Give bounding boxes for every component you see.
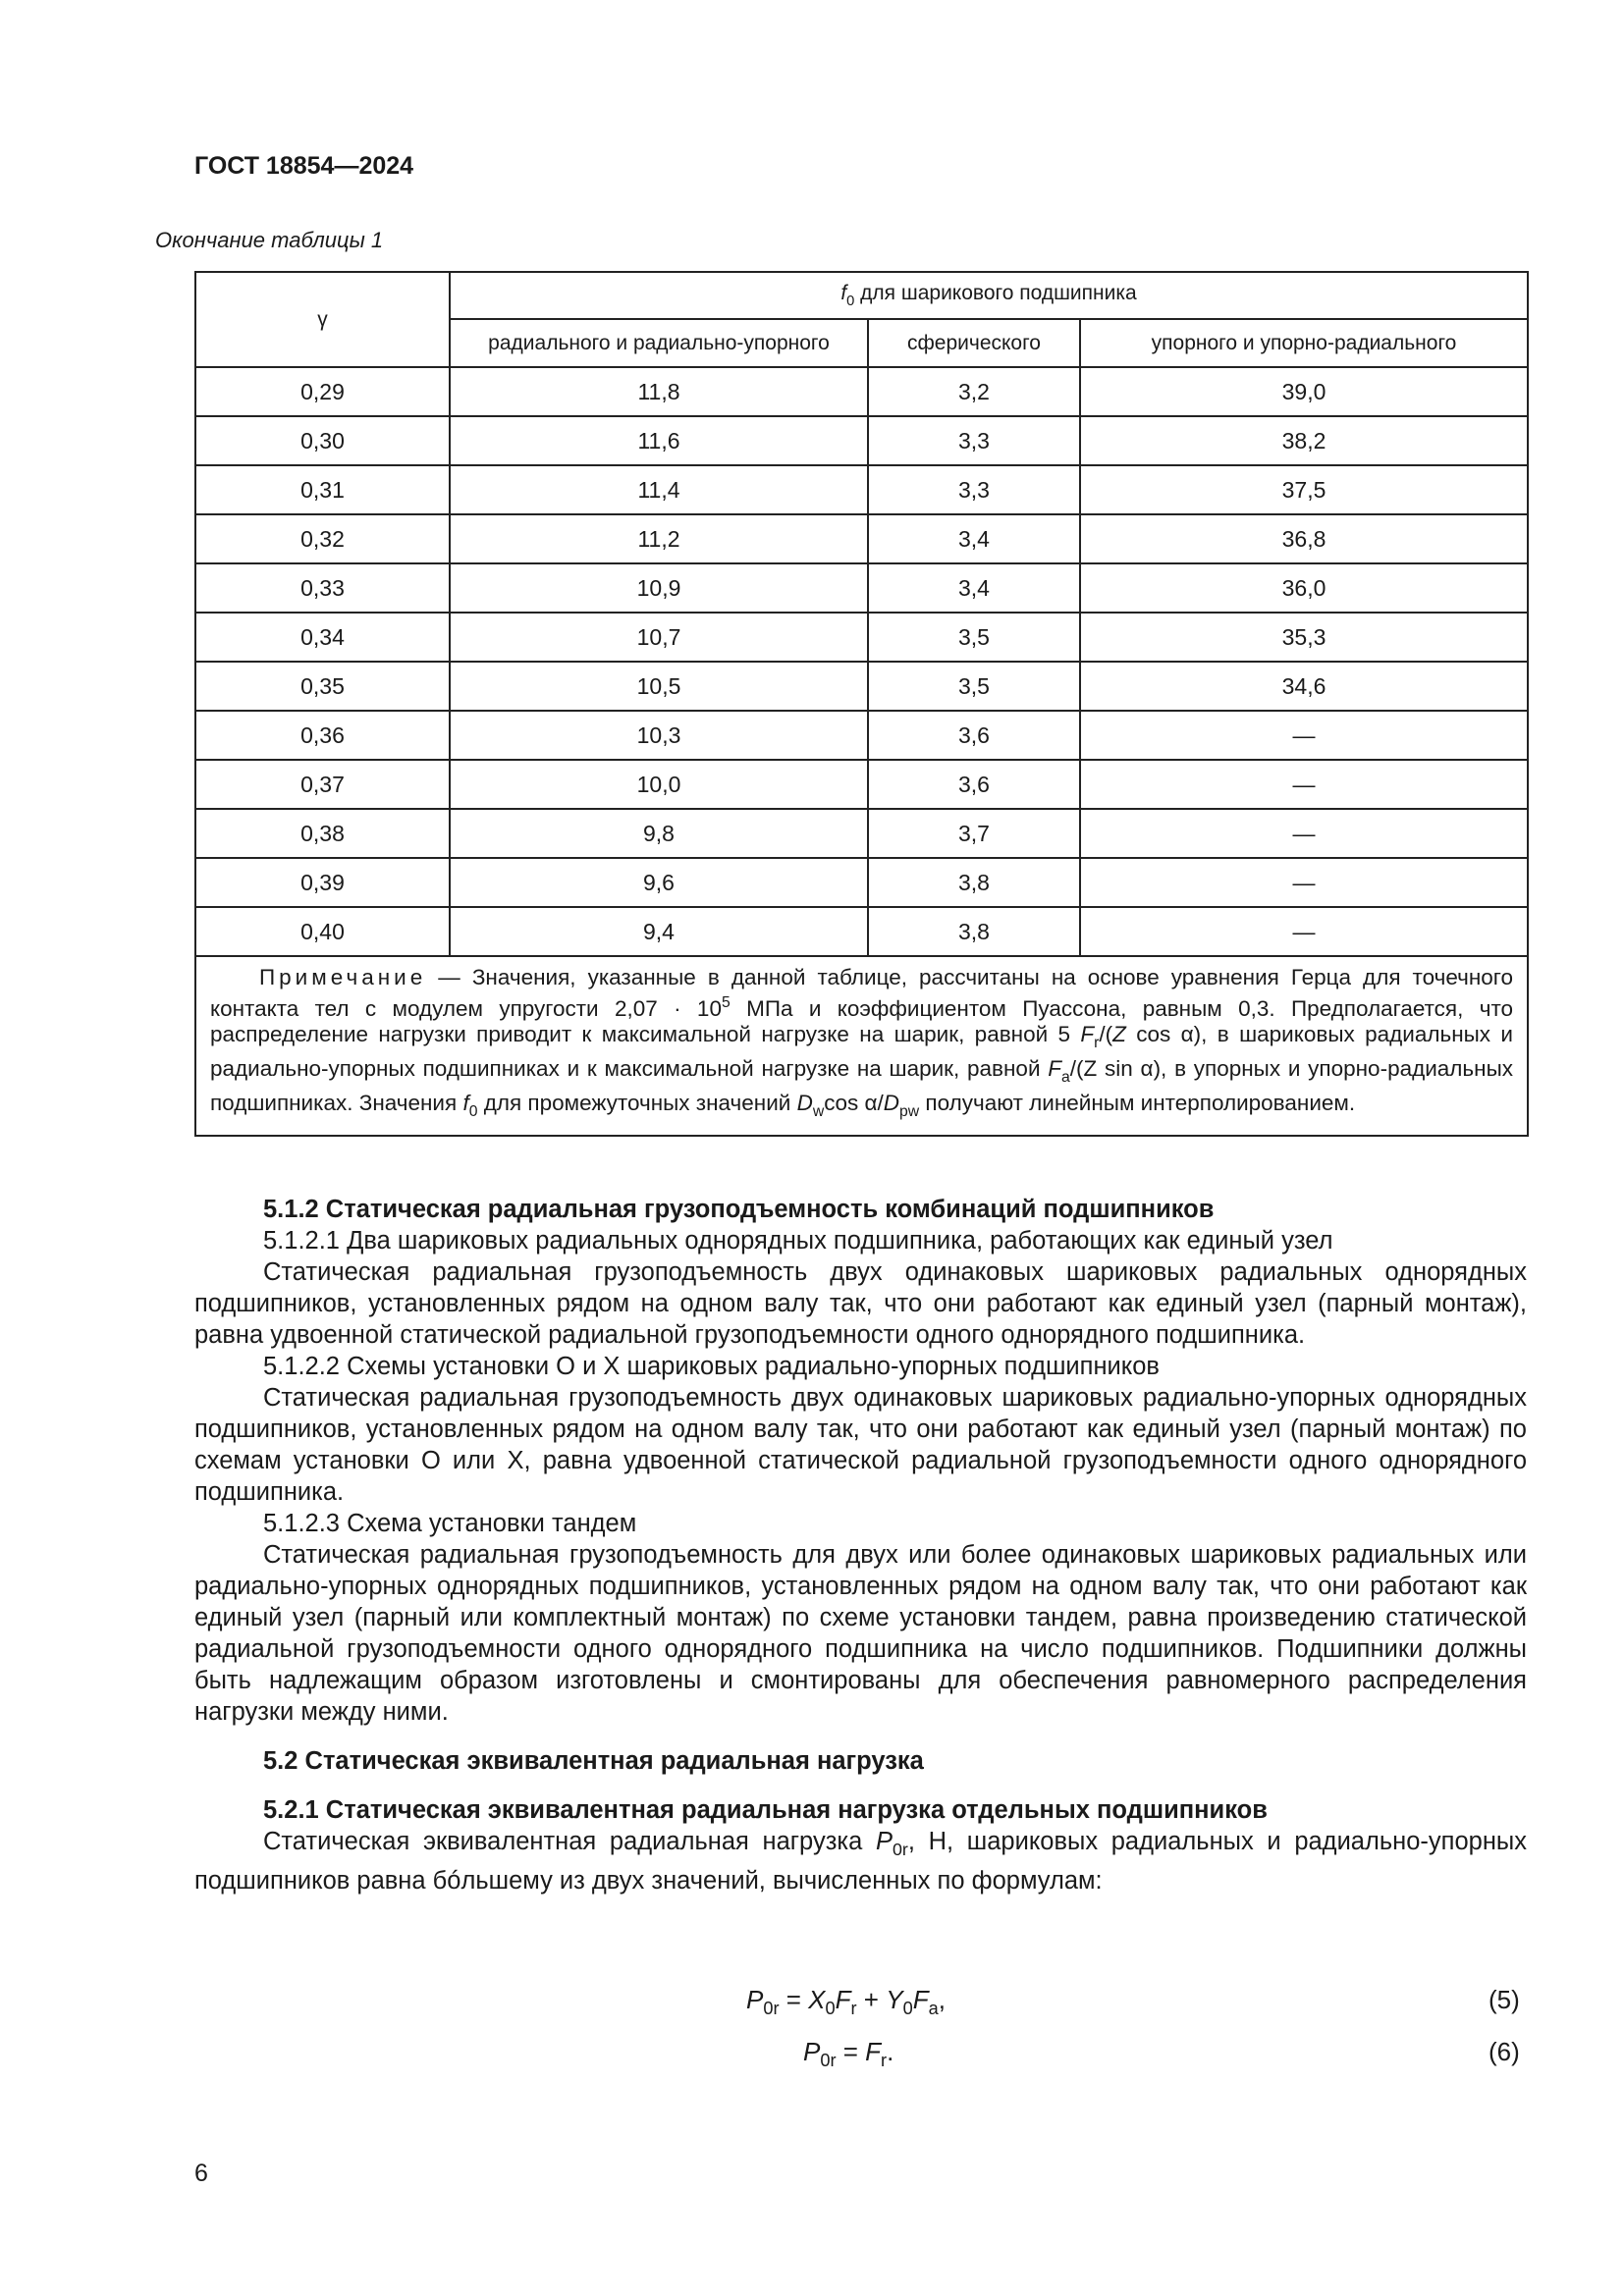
header-spherical: сферического bbox=[868, 319, 1080, 367]
cell-thrust: 39,0 bbox=[1080, 367, 1528, 416]
cell-gamma: 0,31 bbox=[195, 465, 450, 514]
section-5-2-1-heading: 5.2.1 Статическая эквивалентная радиальная нагрузка отдельных подшипников bbox=[263, 1796, 1268, 1824]
note-fa-subscript: a bbox=[1061, 1069, 1070, 1086]
formula-5-number: (5) bbox=[1489, 1985, 1520, 2014]
cell-gamma: 0,37 bbox=[195, 760, 450, 809]
cell-radial: 11,6 bbox=[450, 416, 868, 465]
cell-radial: 10,0 bbox=[450, 760, 868, 809]
note-text-6: для промежуточных значений bbox=[477, 1091, 797, 1115]
cell-spherical: 3,2 bbox=[868, 367, 1080, 416]
note-dw-subscript: w bbox=[812, 1103, 825, 1120]
table-row bbox=[195, 662, 1528, 711]
f6-p: P bbox=[803, 2037, 821, 2066]
f5-eq: = bbox=[779, 1985, 809, 2014]
cell-spherical: 3,5 bbox=[868, 662, 1080, 711]
cell-thrust: 35,3 bbox=[1080, 613, 1528, 662]
table-caption: Окончание таблицы 1 bbox=[155, 228, 384, 252]
table-body bbox=[195, 367, 1528, 956]
cell-spherical: 3,5 bbox=[868, 613, 1080, 662]
cell-spherical: 3,3 bbox=[868, 465, 1080, 514]
cell-spherical: 3,8 bbox=[868, 858, 1080, 907]
note-text-3: /( bbox=[1099, 1022, 1113, 1046]
s521-p-symbol: P bbox=[875, 1828, 893, 1855]
f6-p-sub: 0r bbox=[820, 2051, 837, 2070]
section-5-1-2-1-heading: 5.1.2.1 Два шариковых радиальных однорядных подшипника, работающих как единый узел bbox=[263, 1227, 1333, 1255]
cell-gamma: 0,39 bbox=[195, 858, 450, 907]
note-dw-symbol: D bbox=[796, 1091, 813, 1115]
cell-spherical: 3,8 bbox=[868, 907, 1080, 956]
cell-gamma: 0,40 bbox=[195, 907, 450, 956]
section-5-1-2-1-text: Статическая радиальная грузоподъемность двух одинаковых шариковых радиальных однорядных подшипников, установленных рядом на одном валу так, что они работают как единый узел (парный монтаж), равна удвоенной статической радиальной грузоподъемности одного однорядного подшипника. bbox=[194, 1258, 1527, 1349]
section-5-1-2-heading: 5.1.2 Статическая радиальная грузоподъемность комбинаций подшипников bbox=[263, 1196, 1215, 1223]
note-text-5: /(Z sin α), в упорных и упорно-радиальных подшипниках. Значения bbox=[210, 1056, 1514, 1115]
table-row bbox=[195, 711, 1528, 760]
document-header: ГОСТ 18854—2024 bbox=[194, 152, 414, 180]
cell-radial: 10,3 bbox=[450, 711, 868, 760]
f5-x-sub: 0 bbox=[825, 1999, 836, 2018]
note-fr-subscript: r bbox=[1094, 1035, 1100, 1051]
cell-gamma: 0,35 bbox=[195, 662, 450, 711]
header-radial: радиального и радиально-упорного bbox=[450, 319, 868, 367]
note-dpw-symbol: D bbox=[883, 1091, 900, 1115]
body-text bbox=[194, 1194, 1527, 1896]
header-gamma: γ bbox=[195, 272, 450, 367]
f5-p: P bbox=[746, 1985, 764, 2014]
f5-y-sub: 0 bbox=[902, 1999, 913, 2018]
note-text-1: — Значения, указанные в данной таблице, рассчитаны на основе уравнения Герца для точечного контакта тел с модулем упругости 2,07 · 10 bbox=[210, 965, 1513, 1021]
section-5-1-2-2-heading: 5.1.2.2 Схемы установки О и Х шариковых радиально-упорных подшипников bbox=[263, 1353, 1160, 1380]
f6-eq: = bbox=[836, 2037, 866, 2066]
cell-spherical: 3,3 bbox=[868, 416, 1080, 465]
f6-end: . bbox=[887, 2037, 894, 2066]
cell-thrust: 34,6 bbox=[1080, 662, 1528, 711]
cell-thrust: 36,8 bbox=[1080, 514, 1528, 563]
cell-radial: 11,4 bbox=[450, 465, 868, 514]
note-fr-symbol: F bbox=[1080, 1022, 1095, 1046]
cell-radial: 10,9 bbox=[450, 563, 868, 613]
table-row bbox=[195, 514, 1528, 563]
cell-spherical: 3,4 bbox=[868, 514, 1080, 563]
note-text-2: МПа и коэффициентом Пуассона, равным 0,3. Предполагается, что распределение нагрузки приводит к максимальной нагрузке на шарик, равной 5 bbox=[210, 996, 1514, 1046]
cell-spherical: 3,6 bbox=[868, 760, 1080, 809]
section-5-1-2-3-text: Статическая радиальная грузоподъемность для двух или более одинаковых шариковых радиальных или радиально-упорных однорядных подшипников, установленных рядом на одном валу так, что они работают как единый узел (парный или комплектный монтаж) по схеме установки тандем, равна произведению статической радиальной грузоподъемности одного однорядного подшипника на число подшипников. Подшипники должны быть надлежащим образом изготовлены и смонтированы для обеспечения равномерного распределения нагрузки между ними. bbox=[194, 1541, 1527, 1726]
cell-thrust: 37,5 bbox=[1080, 465, 1528, 514]
f0-subscript: 0 bbox=[846, 294, 855, 309]
cell-spherical: 3,7 bbox=[868, 809, 1080, 858]
s521-text-pre: Статическая эквивалентная радиальная нагрузка bbox=[263, 1828, 876, 1855]
note-text-4: cos α), в шариковых радиальных и радиально-упорных подшипниках и к максимальной нагрузке на шарик, равной bbox=[210, 1022, 1513, 1081]
cell-thrust: 36,0 bbox=[1080, 563, 1528, 613]
cell-gamma: 0,34 bbox=[195, 613, 450, 662]
f5-f1-sub: r bbox=[850, 1999, 857, 2018]
section-5-1-2-2-text: Статическая радиальная грузоподъемность двух одинаковых шариковых радиально-упорных однорядных подшипников, установленных рядом на одном валу так, что они работают как единый узел (парный монтаж) по схемам установки О или Х, равна удвоенной статической радиальной грузоподъемности одного однорядного подшипника. bbox=[194, 1384, 1527, 1506]
f6-f: F bbox=[865, 2037, 882, 2066]
f5-f2-sub: a bbox=[928, 1999, 939, 2018]
cell-radial: 10,7 bbox=[450, 613, 868, 662]
cell-spherical: 3,6 bbox=[868, 711, 1080, 760]
cell-gamma: 0,33 bbox=[195, 563, 450, 613]
table-row bbox=[195, 416, 1528, 465]
cell-radial: 9,6 bbox=[450, 858, 868, 907]
cell-thrust: — bbox=[1080, 809, 1528, 858]
f0-symbol: f bbox=[840, 282, 847, 304]
cell-thrust: — bbox=[1080, 858, 1528, 907]
cell-gamma: 0,36 bbox=[195, 711, 450, 760]
formula-6-number: (6) bbox=[1489, 2037, 1520, 2066]
s521-p-subscript: 0r bbox=[892, 1840, 908, 1859]
f5-end: , bbox=[938, 1985, 946, 2014]
note-fa-symbol: F bbox=[1048, 1056, 1062, 1081]
header-group-f0 bbox=[450, 272, 1528, 319]
f6-f-sub: r bbox=[881, 2051, 888, 2070]
table-row bbox=[195, 858, 1528, 907]
header-thrust: упорного и упорно-радиального bbox=[1080, 319, 1528, 367]
cell-gamma: 0,30 bbox=[195, 416, 450, 465]
table-row bbox=[195, 367, 1528, 416]
section-5-2-1-text bbox=[194, 1826, 1527, 1896]
f5-f2: F bbox=[912, 1985, 929, 2014]
table-row bbox=[195, 809, 1528, 858]
cell-radial: 9,8 bbox=[450, 809, 868, 858]
f5-x: X bbox=[808, 1985, 826, 2014]
s521-text-post: , Н, шариковых радиальных и радиально-упорных подшипников равна бóльшему из двух значений, вычисленных по формулам: bbox=[194, 1828, 1527, 1895]
formula-5 bbox=[746, 1985, 946, 2019]
cell-radial: 11,8 bbox=[450, 367, 868, 416]
note-z-symbol: Z bbox=[1112, 1022, 1126, 1046]
coefficient-table bbox=[194, 271, 1529, 1137]
table-row bbox=[195, 613, 1528, 662]
note-label: Примечание bbox=[259, 965, 427, 989]
table-row bbox=[195, 465, 1528, 514]
note-text-8: получают линейным интерполированием. bbox=[919, 1091, 1356, 1115]
table-header-row bbox=[195, 272, 1528, 319]
cell-thrust: 38,2 bbox=[1080, 416, 1528, 465]
group-header-text: для шарикового подшипника bbox=[854, 282, 1137, 304]
cell-thrust: — bbox=[1080, 907, 1528, 956]
note-exponent: 5 bbox=[721, 994, 731, 1011]
section-5-1-2-3-heading: 5.1.2.3 Схема установки тандем bbox=[263, 1510, 637, 1537]
formula-6 bbox=[803, 2037, 893, 2071]
note-dpw-subscript: pw bbox=[899, 1103, 920, 1120]
note-row bbox=[195, 956, 1528, 1136]
table-note bbox=[195, 956, 1528, 1136]
cell-thrust: — bbox=[1080, 711, 1528, 760]
f5-p-sub: 0r bbox=[763, 1999, 780, 2018]
f5-y: Y bbox=[886, 1985, 903, 2014]
f5-plus: + bbox=[856, 1985, 887, 2014]
table-row bbox=[195, 907, 1528, 956]
note-f0-subscript: 0 bbox=[468, 1103, 478, 1120]
note-f0-symbol: f bbox=[462, 1091, 469, 1115]
cell-radial: 11,2 bbox=[450, 514, 868, 563]
cell-gamma: 0,29 bbox=[195, 367, 450, 416]
cell-gamma: 0,32 bbox=[195, 514, 450, 563]
note-text-7: cos α/ bbox=[824, 1091, 884, 1115]
cell-radial: 9,4 bbox=[450, 907, 868, 956]
f5-f1: F bbox=[835, 1985, 851, 2014]
table-row bbox=[195, 563, 1528, 613]
cell-gamma: 0,38 bbox=[195, 809, 450, 858]
page-number: 6 bbox=[194, 2160, 208, 2187]
section-5-2-heading: 5.2 Статическая эквивалентная радиальная нагрузка bbox=[263, 1747, 924, 1775]
cell-radial: 10,5 bbox=[450, 662, 868, 711]
table-row bbox=[195, 760, 1528, 809]
cell-spherical: 3,4 bbox=[868, 563, 1080, 613]
cell-thrust: — bbox=[1080, 760, 1528, 809]
